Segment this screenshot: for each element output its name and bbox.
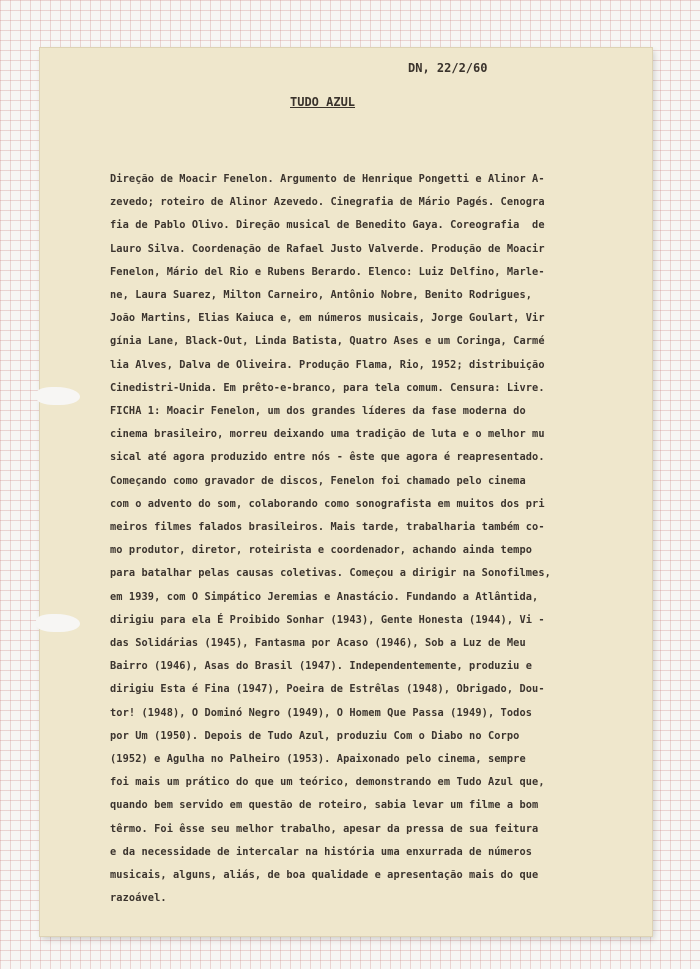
text-line: musicais, alguns, aliás, de boa qualidade e apresentação mais do que (110, 869, 539, 881)
torn-hole (36, 614, 80, 632)
text-line: lia Alves, Dalva de Oliveira. Produção Flama, Rio, 1952; distribuição (110, 358, 545, 371)
torn-hole (36, 387, 80, 405)
document-reference: DN, 22/2/60 (408, 61, 488, 75)
text-line: zevedo; roteiro de Alinor Azevedo. Cinegrafia de Mário Pagés. Cenogra (110, 196, 545, 209)
text-line: foi mais um prático do que um teórico, demonstrando em Tudo Azul que, (110, 776, 545, 789)
text-line: meiros filmes falados brasileiros. Mais tarde, trabalharia também co- (110, 521, 545, 533)
text-line: Direção de Moacir Fenelon. Argumento de Henrique Pongetti e Alinor A- (110, 173, 545, 185)
text-line: para batalhar pelas causas coletivas. Começou a dirigir na Sonofilmes, (110, 567, 551, 580)
text-line: com o advento do som, colaborando como sonografista em muitos dos pri (110, 497, 545, 510)
text-line: dirigiu para ela É Proibido Sonhar (1943), Gente Honesta (1944), Vi - (110, 613, 545, 626)
text-line: tor! (1948), O Dominó Negro (1949), O Homem Que Passa (1949), Todos (110, 706, 533, 719)
text-line: têrmo. Foi êsse seu melhor trabalho, apesar da pressa de sua feitura (110, 822, 539, 835)
text-line: mo produtor, diretor, roteirista e coordenador, achando ainda tempo (110, 544, 533, 557)
text-line: por Um (1950). Depois de Tudo Azul, produziu Com o Diabo no Corpo (110, 729, 520, 742)
text-line: (1952) e Agulha no Palheiro (1953). Apaixonado pelo cinema, sempre (110, 753, 526, 765)
text-line: Lauro Silva. Coordenação de Rafael Justo Valverde. Produção de Moacir (110, 242, 545, 255)
text-line: João Martins, Elias Kaiuca e, em números musicais, Jorge Goulart, Vir (110, 312, 545, 325)
text-line: Fenelon, Mário del Rio e Rubens Berardo. Elenco: Luiz Delfino, Marle- (110, 265, 545, 278)
text-line: sical até agora produzido entre nós - êste que agora é reapresentado. (110, 451, 545, 464)
text-line: cinema brasileiro, morreu deixando uma tradição de luta e o melhor mu (110, 428, 545, 441)
text-line: quando bem servido em questão de roteiro, sabia levar um filme a bom (110, 799, 539, 812)
text-line: FICHA 1: Moacir Fenelon, um dos grandes líderes da fase moderna do (110, 405, 526, 417)
text-line: ne, Laura Suarez, Milton Carneiro, Antônio Nobre, Benito Rodrigues, (110, 289, 533, 301)
text-line: dirigiu Esta é Fina (1947), Poeira de Estrêlas (1948), Obrigado, Dou- (110, 683, 545, 696)
text-line: e da necessidade de intercalar na história uma enxurrada de números (110, 845, 533, 858)
text-line: Cinedistri-Unida. Em prêto-e-branco, para tela comum. Censura: Livre. (110, 381, 545, 394)
text-line: razoável. (110, 892, 167, 905)
text-line: das Solidárias (1945), Fantasma por Acaso (1946), Sob a Luz de Meu (110, 637, 526, 649)
document-title: TUDO AZUL (290, 95, 356, 109)
text-line: em 1939, com O Simpático Jeremias e Anastácio. Fundando a Atlântida, (110, 590, 539, 603)
text-line: fia de Pablo Olivo. Direção musical de Benedito Gaya. Coreografia de (110, 219, 545, 232)
text-line: Bairro (1946), Asas do Brasil (1947). Independentemente, produziu e (110, 660, 533, 673)
text-line: Começando como gravador de discos, Fenelon foi chamado pelo cinema (110, 474, 526, 487)
text-line: gínia Lane, Black-Out, Linda Batista, Quatro Ases e um Coringa, Carmé (110, 335, 545, 348)
document-page (40, 48, 652, 936)
